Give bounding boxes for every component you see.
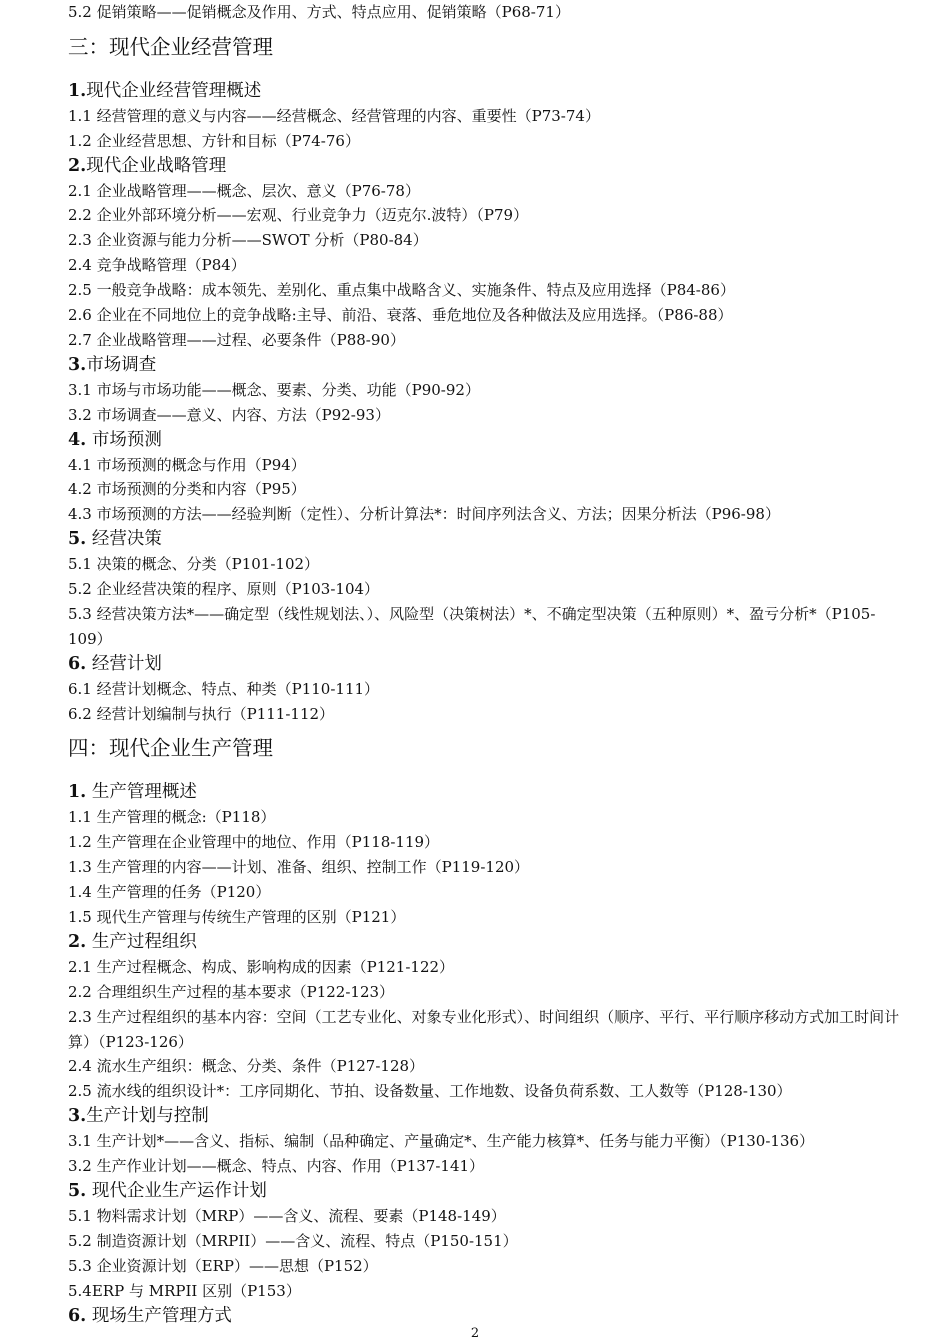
outline-item: 2.3 企业资源与能力分析——SWOT 分析（P80-84）	[68, 231, 428, 250]
subsection-number: 3.	[68, 1106, 87, 1127]
subsection-heading	[68, 1179, 910, 1204]
subsection-number: 3.	[68, 354, 87, 375]
page-number: 2	[470, 1326, 480, 1341]
subsection-heading	[68, 154, 910, 179]
subsection-title: 生产管理概述	[86, 782, 197, 803]
outline-item: 2.5 流水线的组织设计*：工序同期化、节拍、设备数量、工作地数、设备负荷系数、工人数等（P128-130）	[68, 1082, 792, 1101]
outline-item: 3.1 生产计划*——含义、指标、编制（品种确定、产量确定*、生产能力核算*、任务与能力平衡）（P130-136）	[68, 1132, 815, 1151]
subsection-title: 经营决策	[86, 529, 162, 550]
outline-item: 6.2 经营计划编制与执行（P111-112）	[68, 704, 335, 723]
outline-item: 5.1 物料需求计划（MRP）——含义、流程、要素（P148-149）	[68, 1206, 506, 1225]
subsection-title: 现代企业经营管理概述	[86, 80, 262, 101]
subsection-title: 现代企业生产运作计划	[86, 1180, 267, 1201]
outline-item: 5.4ERP 与 MRPII 区别（P153）	[68, 1281, 301, 1300]
outline-item: 5.2 促销策略——促销概念及作用、方式、特点应用、促销策略（P68-71）	[68, 3, 570, 21]
section-heading: 三：现代企业经营管理	[68, 34, 273, 59]
outline-item: 1.1 生产管理的概念:（P118）	[68, 808, 276, 827]
document-body	[68, 0, 910, 1328]
subsection-title: 市场调查	[86, 354, 157, 375]
spacer	[68, 63, 910, 79]
outline-item: 3.1 市场与市场功能——概念、要素、分类、功能（P90-92）	[68, 380, 480, 399]
outline-item: 5.3 经营决策方法*——确定型（线性规划法、）、风险型（决策树法）*、不确定型决策（五种原则）*、盈亏分析*（P105-109）	[68, 604, 876, 648]
subsection-number: 1.	[68, 782, 87, 803]
outline-item: 6.1 经营计划概念、特点、种类（P110-111）	[68, 679, 380, 698]
spacer	[68, 764, 910, 780]
outline-item: 2.4 流水生产组织：概念、分类、条件（P127-128）	[68, 1057, 425, 1076]
subsection-heading	[68, 428, 910, 453]
outline-item: 4.1 市场预测的概念与作用（P94）	[68, 455, 306, 474]
subsection-number: 2.	[68, 155, 87, 176]
outline-item: 2.5 一般竞争战略：成本领先、差别化、重点集中战略含义、实施条件、特点及应用选择（P84-86）	[68, 281, 735, 300]
subsection-number: 5.	[68, 1180, 87, 1201]
outline-item: 5.2 企业经营决策的程序、原则（P103-104）	[68, 580, 380, 599]
outline-item: 1.1 经营管理的意义与内容——经营概念、经营管理的内容、重要性（P73-74）	[68, 106, 600, 125]
subsection-heading	[68, 1104, 910, 1129]
subsection-number: 4.	[68, 429, 87, 450]
subsection-heading	[68, 527, 910, 552]
outline-item: 5.2 制造资源计划（MRPII）——含义、流程、特点（P150-151）	[68, 1231, 518, 1250]
subsection-title: 现场生产管理方式	[86, 1305, 232, 1326]
outline-item: 1.5 现代生产管理与传统生产管理的区别（P121）	[68, 908, 406, 926]
subsection-number: 1.	[68, 80, 87, 101]
outline-item: 2.2 企业外部环境分析——宏观、行业竞争力（迈克尔.波特）（P79）	[68, 206, 529, 225]
outline-item: 1.2 生产管理在企业管理中的地位、作用（P118-119）	[68, 833, 440, 852]
subsection-heading	[68, 930, 910, 955]
section-heading: 四：现代企业生产管理	[68, 736, 273, 761]
outline-item: 4.3 市场预测的方法——经验判断（定性）、分析计算法*：时间序列法含义、方法；因果分析法（P96-98）	[68, 505, 780, 524]
subsection-number: 2.	[68, 931, 87, 952]
subsection-heading	[68, 353, 910, 378]
outline-item: 5.3 企业资源计划（ERP）——思想（P152）	[68, 1256, 378, 1275]
subsection-title: 生产计划与控制	[86, 1106, 209, 1127]
subsection-heading	[68, 780, 910, 805]
subsection-title: 现代企业战略管理	[86, 155, 227, 176]
outline-item: 2.6 企业在不同地位上的竞争战略:主导、前沿、衰落、垂危地位及各种做法及应用选择。（P86-88）	[68, 306, 733, 325]
subsection-number: 6.	[68, 1305, 87, 1326]
subsection-number: 5.	[68, 529, 87, 550]
outline-item: 2.3 生产过程组织的基本内容：空间（工艺专业化、对象专业化形式）、时间组织（顺序、平行、平行顺序移动方式加工时间计算）（P123-126）	[68, 1007, 900, 1051]
subsection-title: 生产过程组织	[86, 931, 197, 952]
subsection-title: 市场预测	[86, 429, 162, 450]
outline-item: 1.2 企业经营思想、方针和目标（P74-76）	[68, 131, 360, 150]
outline-item: 2.7 企业战略管理——过程、必要条件（P88-90）	[68, 330, 405, 349]
outline-item: 2.1 企业战略管理——概念、层次、意义（P76-78）	[68, 181, 420, 200]
subsection-heading	[68, 79, 910, 104]
outline-item: 4.2 市场预测的分类和内容（P95）	[68, 480, 306, 499]
outline-item: 5.1 决策的概念、分类（P101-102）	[68, 555, 320, 574]
subsection-number: 6.	[68, 653, 87, 674]
outline-item: 2.4 竞争战略管理（P84）	[68, 256, 246, 275]
outline-item: 2.2 合理组织生产过程的基本要求（P122-123）	[68, 982, 395, 1001]
subsection-title: 经营计划	[86, 653, 162, 674]
subsection-heading	[68, 652, 910, 677]
outline-item: 3.2 生产作业计划——概念、特点、内容、作用（P137-141）	[68, 1157, 485, 1176]
subsection-heading	[68, 1304, 910, 1329]
outline-item: 1.4 生产管理的任务（P120）	[68, 883, 271, 902]
outline-item: 3.2 市场调查——意义、内容、方法（P92-93）	[68, 405, 390, 424]
outline-item: 2.1 生产过程概念、构成、影响构成的因素（P121-122）	[68, 957, 455, 976]
outline-item: 1.3 生产管理的内容——计划、准备、组织、控制工作（P119-120）	[68, 858, 530, 877]
